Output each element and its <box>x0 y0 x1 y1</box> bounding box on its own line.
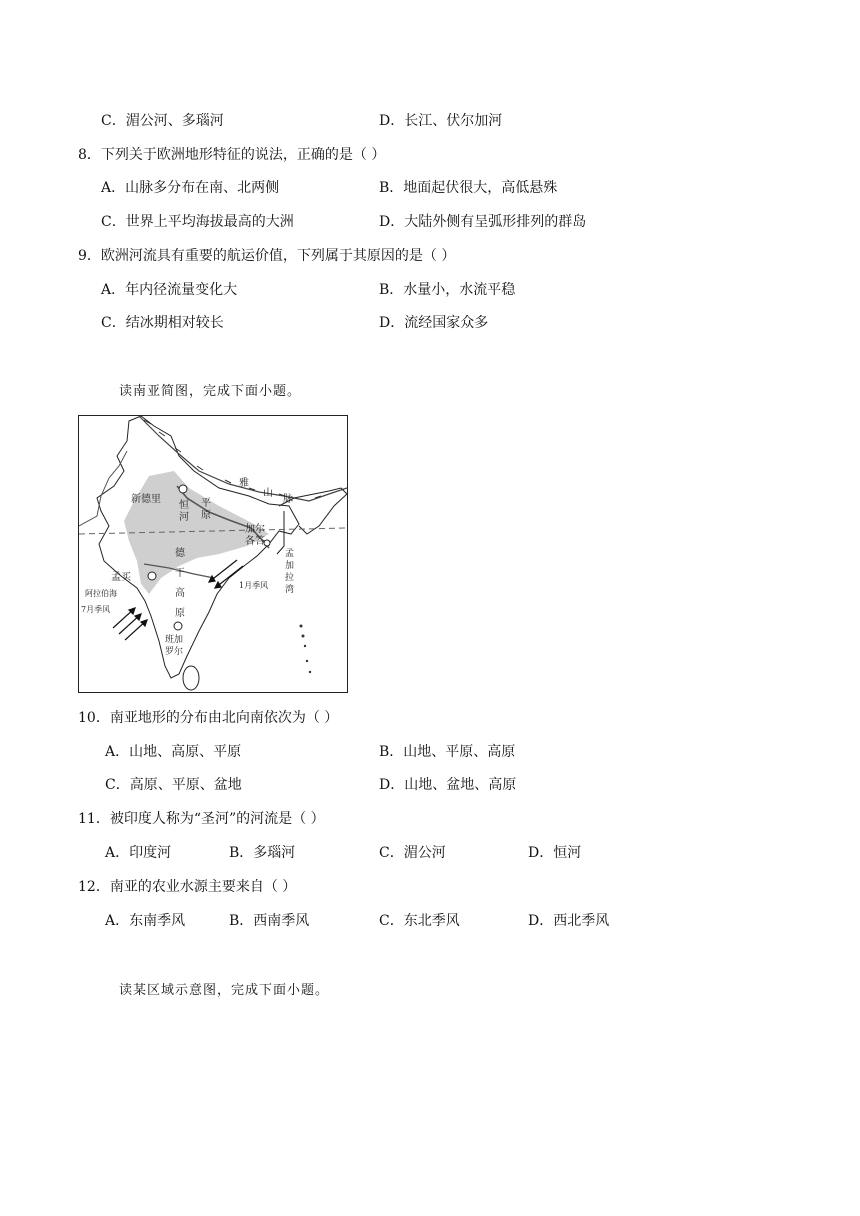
label-yuan2: 原 <box>175 608 185 619</box>
label-bay-2: 加 <box>285 561 295 571</box>
q10-option-a: A．山地、高原、平原 <box>105 744 242 760</box>
label-bangalore-1: 班加 <box>165 635 184 645</box>
label-ping: 平 <box>201 498 211 509</box>
q12-option-b: B．西南季风 <box>229 913 310 929</box>
q10-option-b: B．山地、平原、高原 <box>379 744 516 760</box>
q8-option-b: B．地面起伏很大，高低悬殊 <box>379 180 558 196</box>
south-asia-map <box>78 415 348 693</box>
q10-stem: 10．南亚地形的分布由北向南依次为（ ） <box>78 710 339 726</box>
label-new-delhi: 新德里 <box>131 494 161 505</box>
label-gao: 高 <box>175 588 185 599</box>
q8-option-a: A．山脉多分布在南、北两侧 <box>101 180 280 196</box>
january-monsoon-arrows <box>209 560 243 588</box>
q11-option-b: B．多瑙河 <box>229 845 296 861</box>
q9-option-c: C．结冰期相对较长 <box>101 315 224 331</box>
label-kolkata-2: 各答 <box>245 536 265 547</box>
label-bangalore-2: 罗尔 <box>165 647 184 657</box>
sri-lanka <box>183 666 199 690</box>
q12-option-a: A．东南季风 <box>105 913 186 929</box>
label-yuan: 原 <box>201 510 211 521</box>
reading-instruction-region: 读某区域示意图，完成下面小题。 <box>119 983 330 998</box>
label-shan: 山 <box>263 488 273 499</box>
q10-option-d: D．山地、盆地、高原 <box>379 777 517 793</box>
label-he: 河 <box>179 512 189 523</box>
q9-stem: 9．欧洲河流具有重要的航运价值，下列属于其原因的是（ ） <box>78 248 456 264</box>
q10-option-c: C．高原、平原、盆地 <box>105 777 242 793</box>
label-mumbai: 孟买 <box>111 572 131 583</box>
q11-option-d: D．恒河 <box>528 845 582 861</box>
label-bay-3: 拉 <box>285 573 295 583</box>
label-bay-1: 孟 <box>285 549 295 559</box>
q9-option-b: B．水量小，水流平稳 <box>379 282 516 298</box>
july-monsoon-arrows <box>113 608 147 640</box>
label-kolkata-1: 加尔 <box>245 524 265 535</box>
q8-option-c: C．世界上平均海拔最高的大洲 <box>101 214 294 230</box>
q8-option-d: D．大陆外侧有呈弧形排列的群岛 <box>379 214 587 230</box>
q9-option-d: D．流经国家众多 <box>379 315 489 331</box>
label-ya: 雅 <box>239 478 249 489</box>
label-bay-4: 湾 <box>285 585 295 595</box>
label-arabian-sea: 阿拉伯海 <box>85 589 117 598</box>
q8-stem: 8．下列关于欧洲地形特征的说法，正确的是（ ） <box>78 147 386 163</box>
q7-option-c: C．湄公河、多瑙河 <box>101 113 224 129</box>
bangalore-marker <box>174 622 182 630</box>
q9-option-a: A．年内径流量变化大 <box>101 282 238 298</box>
label-heng: 恒 <box>179 500 189 511</box>
q12-stem: 12．南亚的农业水源主要来自（ ） <box>78 879 297 895</box>
q12-option-c: C．东北季风 <box>379 913 460 929</box>
q11-option-c: C．湄公河 <box>379 845 446 861</box>
label-de: 德 <box>175 548 185 559</box>
label-july-monsoon: 7月季风 <box>81 605 111 614</box>
label-mai: 脉 <box>283 494 293 505</box>
reading-instruction-south-asia: 读南亚简图，完成下面小题。 <box>119 384 302 399</box>
q11-option-a: A．印度河 <box>105 845 172 861</box>
mumbai-marker <box>148 572 156 580</box>
q11-stem: 11．被印度人称为“圣河”的河流是（ ） <box>78 811 325 827</box>
q7-option-d: D．长江、伏尔加河 <box>379 113 503 129</box>
label-january-monsoon: 1月季风 <box>239 581 269 590</box>
label-gan: 干 <box>175 568 185 579</box>
new-delhi-marker <box>179 485 187 493</box>
q12-option-d: D．西北季风 <box>528 913 610 929</box>
